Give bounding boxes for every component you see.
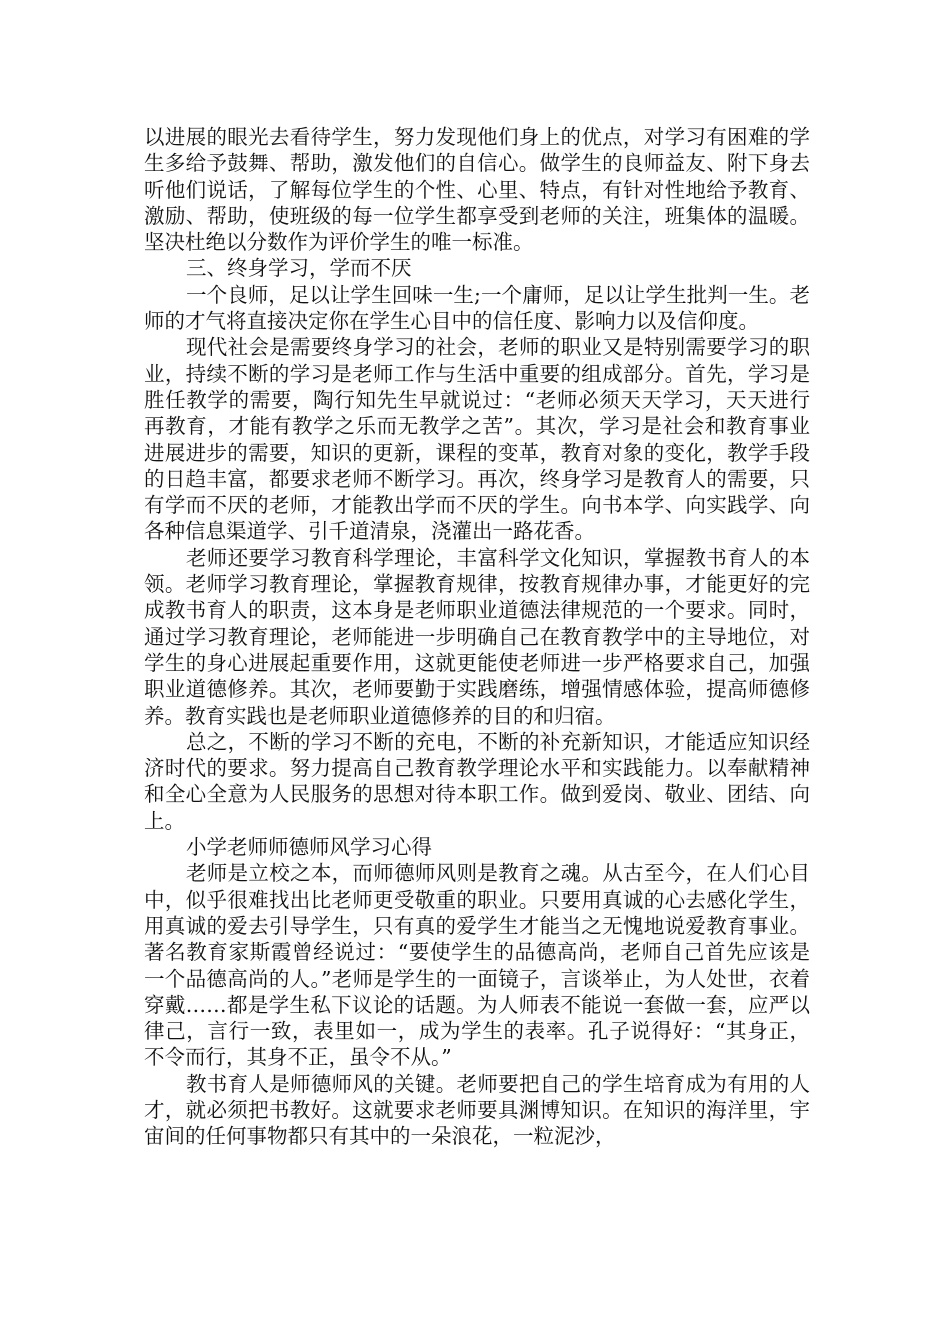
paragraph-2: 一个良师，足以让学生回味一生;一个庸师，足以让学生批判一生。老师的才气将直接决定你在学生心目中的信任度、影响力以及信仰度。 bbox=[144, 282, 810, 334]
paragraph-6: 老师是立校之本，而师德师风则是教育之魂。从古至今，在人们心目中，似乎很难找出比老师更受敬重的职业。只要用真诚的心去感化学生，用真诚的爱去引导学生，只有真的爱学生才能当之无愧地说爱教育事业。著名教育家斯霞曾经说过：“要使学生的品德高尚，老师自己首先应该是一个品德高尚的人。”老师是学生的一面镜子，言谈举止，为人处世，衣着穿戴……都是学生私下议论的话题。为人师表不能说一套做一套，应严以律己，言行一致，表里如一，成为学生的表率。孔子说得好：“其身正，不令而行，其身不正，虽令不从。” bbox=[144, 861, 810, 1070]
paragraph-7: 教书育人是师德师风的关键。老师要把自己的学生培育成为有用的人才，就必须把书教好。这就要求老师要具渊博知识。在知识的海洋里，宇宙间的任何事物都只有其中的一朵浪花，一粒泥沙， bbox=[144, 1071, 810, 1149]
article-title: 小学老师师德师风学习心得 bbox=[186, 835, 432, 860]
paragraph-3: 现代社会是需要终身学习的社会，老师的职业又是特别需要学习的职业，持续不断的学习是老师工作与生活中重要的组成部分。首先，学习是胜任教学的需要，陶行知先生早就说过：“老师必须天天学习，天天进行再教育，才能有教学之乐而无教学之苦”。其次，学习是社会和教育事业进展进步的需要，知识的更新，课程的变革，教育对象的变化，教学手段的日趋丰富，都要求老师不断学习。再次，终身学习是教育人的需要，只有学而不厌的老师，才能教出学而不厌的学生。向书本学、向实践学、向各种信息渠道学、引千道清泉，浇灌出一路花香。 bbox=[144, 335, 810, 544]
paragraph-4: 老师还要学习教育科学理论，丰富科学文化知识，掌握教书育人的本领。老师学习教育理论，掌握教育规律，按教育规律办事，才能更好的完成教书育人的职责，这本身是老师职业道德法律规范的一个要求。同时，通过学习教育理论，老师能进一步明确自己在教育教学中的主导地位，对学生的身心进展起重要作用，这就更能使老师进一步严格要求自己，加强职业道德修养。其次，老师要勤于实践磨练，增强情感体验，提高师德修养。教育实践也是老师职业道德修养的目的和归宿。 bbox=[144, 545, 810, 728]
paragraph-5: 总之，不断的学习不断的充电，不断的补充新知识，才能适应知识经济时代的要求。努力提高自己教育教学理论水平和实践能力。以奉献精神和全心全意为人民服务的思想对待本职工作。做到爱岗、敬业、团结、向上。 bbox=[144, 729, 810, 833]
paragraph-1: 以进展的眼光去看待学生，努力发现他们身上的优点，对学习有困难的学生多给予鼓舞、帮助，激发他们的自信心。做学生的良师益友、附下身去听他们说话，了解每位学生的个性、心里、特点，有针对性地给予教育、激励、帮助，使班级的每一位学生都享受到老师的关注，班集体的温暖。坚决杜绝以分数作为评价学生的唯一标准。 bbox=[144, 125, 810, 255]
section-heading-3: 三、终身学习，学而不厌 bbox=[186, 256, 412, 281]
document-page bbox=[144, 124, 810, 1150]
